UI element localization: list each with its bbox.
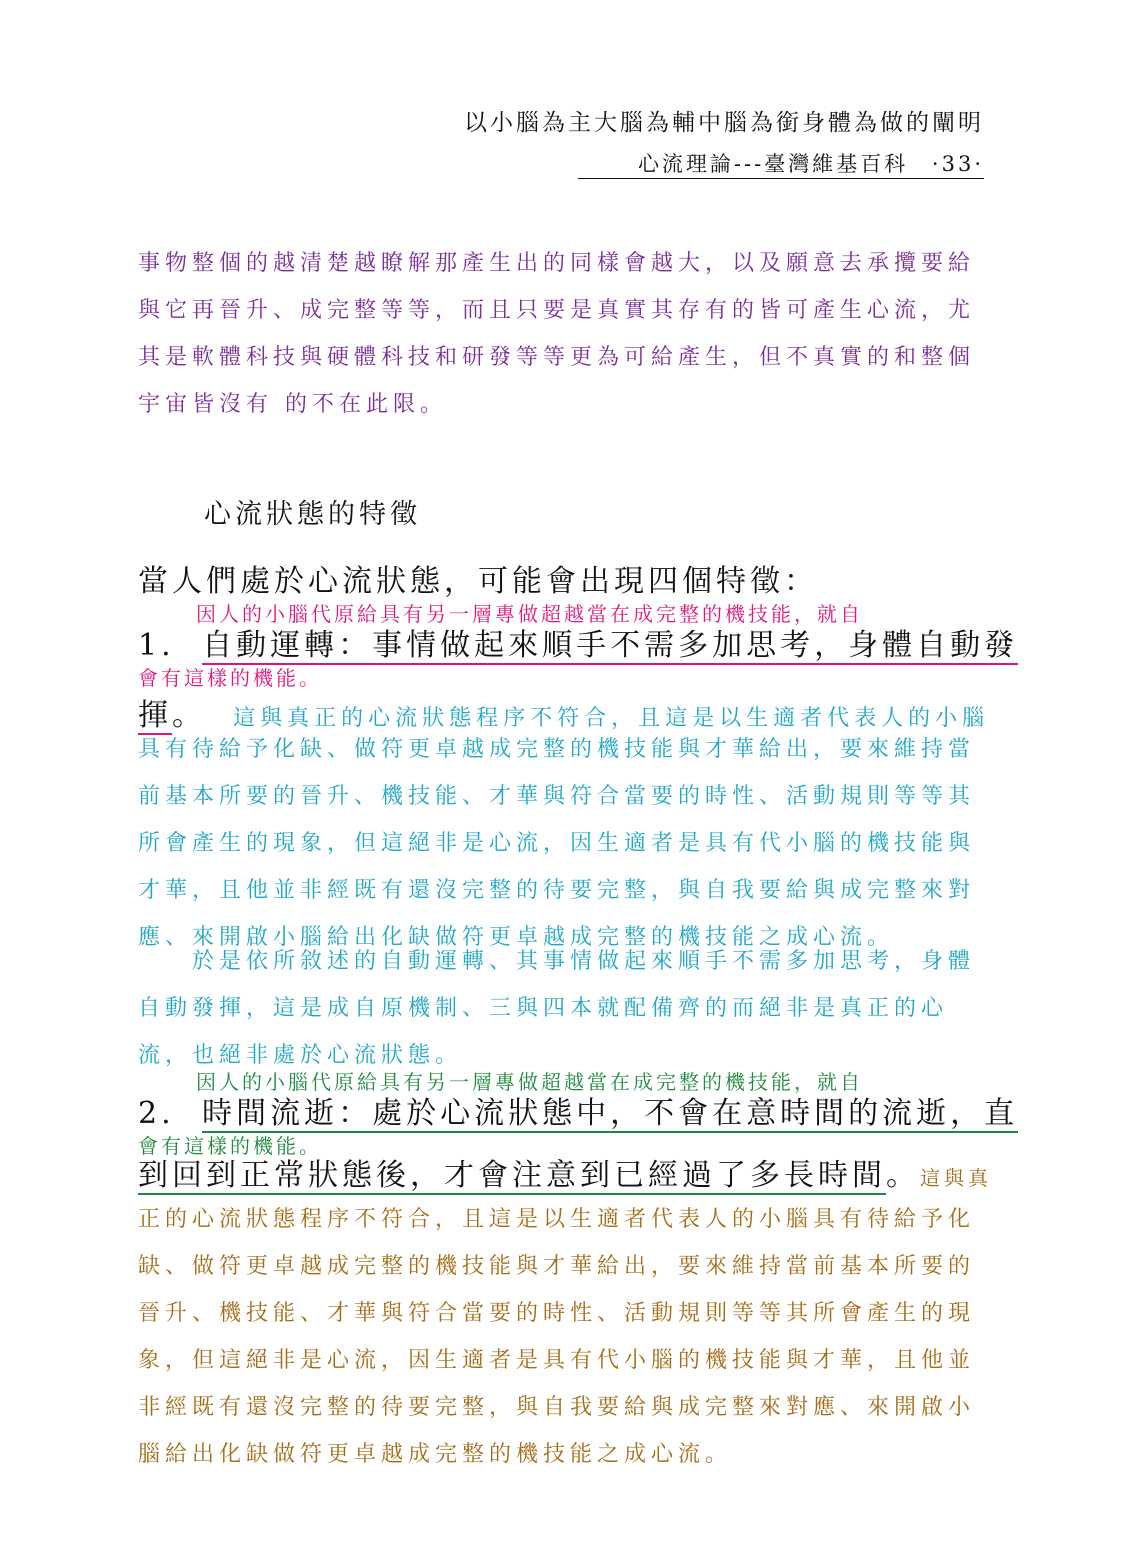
item1-comment — [138, 726, 984, 961]
header-rule — [578, 178, 984, 179]
item2-annotation: 因人的小腦代原給具有另一層專做超越當在成完整的機技能，就自 — [196, 1070, 863, 1094]
item1-followup-line: 自動發揮，這是成自原機制、三與四本就配備齊的而絕非是真正的心 — [138, 996, 949, 1021]
item2-comment — [138, 1196, 984, 1478]
item2-comment-first: 這與真 — [920, 1166, 992, 1190]
item2-comment-line: 缺、做符更卓越成完整的機技能與才華給出，要來維持當前基本所要的 — [138, 1254, 976, 1279]
item2-comment-line: 正的心流狀態程序不符合，且這是以生適者代表人的小腦具有待給予化 — [138, 1207, 976, 1232]
item1-annotation-tail: 會有這樣的機能。 — [138, 666, 322, 690]
item1-followup-line: 流，也絕非處於心流狀態。 — [138, 1043, 463, 1068]
item1-punct: 。 — [172, 698, 206, 733]
item2-comment-line: 非經既有還沒完整的待要完整，與自我要給與成完整來對應、來開啟小 — [138, 1395, 976, 1420]
item2-text-end: 到回到正常狀態後，才會注意到已經過了多長時間 — [138, 1158, 886, 1193]
section-heading: 心流狀態的特徵 — [204, 499, 421, 530]
intro-line: 與它再晉升、成完整等等，而且只要是真實其存有的皆可產生心流，尤 — [138, 298, 976, 323]
item1-followup — [138, 938, 984, 1079]
item2-text: 時間流逝：處於心流狀態中，不會在意時間的流逝，直 — [202, 1096, 1019, 1131]
item2-comment-line: 象，但這絕非是心流，因生適者是具有代小腦的機技能與才華，且他並 — [138, 1348, 976, 1373]
item1-text: 自動運轉：事情做起來順手不需多加思考，身體自動發 — [202, 628, 1019, 663]
item1-number: 1. — [138, 628, 175, 663]
running-title: 以小腦為主大腦為輔中腦為銜身體為做的闡明 — [464, 110, 984, 136]
item2-punct: 。 — [886, 1158, 920, 1193]
page-number: ·33· — [931, 152, 984, 176]
item2-comment-line: 腦給出化缺做符更卓越成完整的機技能之成心流。 — [138, 1442, 733, 1467]
item1-comment-line: 才華，且他並非經既有還沒完整的待要完整，與自我要給與成完整來對 — [138, 878, 976, 903]
item1-comment-line: 應、來開啟小腦給出化缺做符更卓越成完整的機技能之成心流。 — [138, 925, 895, 950]
lead-sentence: 當人們處於心流狀態，可能會出現四個特徵： — [138, 564, 818, 599]
intro-line: 其是軟體科技與硬體科技和研發等等更為可給產生，但不真實的和整個 — [138, 345, 976, 370]
item1-comment-line: 所會產生的現象，但這絕非是心流，因生適者是具有代小腦的機技能與 — [138, 831, 976, 856]
intro-line: 事物整個的越清楚越瞭解那產生出的同樣會越大，以及願意去承攬要給 — [138, 251, 976, 276]
item2-annotation-tail: 會有這樣的機能。 — [138, 1134, 322, 1158]
item2-heading-line — [138, 1088, 1018, 1132]
item1-heading-line — [138, 620, 1018, 664]
item1-text-end: 揮 — [138, 698, 172, 733]
item1-comment-line: 前基本所要的晉升、機技能、才華與符合當要的時性、活動規則等等其 — [138, 784, 976, 809]
intro-paragraph — [138, 240, 984, 428]
item1-annotation: 因人的小腦代原給具有另一層專做超越當在成完整的機技能，就自 — [196, 602, 863, 626]
intro-line: 宇宙皆沒有 的不在此限。 — [138, 392, 447, 417]
item2-continuation — [138, 1150, 992, 1194]
item2-comment-line: 晉升、機技能、才華與符合當要的時性、活動規則等等其所會產生的現 — [138, 1301, 976, 1326]
item2-number: 2. — [138, 1096, 175, 1131]
running-subtitle — [638, 148, 984, 178]
item1-comment-line: 具有待給予化缺、做符更卓越成完整的機技能與才華給出，要來維持當 — [138, 737, 976, 762]
source-label: 心流理論---臺灣維基百科 — [637, 152, 909, 176]
item1-comment-first: 這與真正的心流狀態程序不符合，且這是以生適者代表人的小腦 — [233, 706, 990, 731]
item1-followup-line: 於是依所敘述的自動運轉、其事情做起來順手不需多加思考，身體 — [192, 949, 976, 974]
